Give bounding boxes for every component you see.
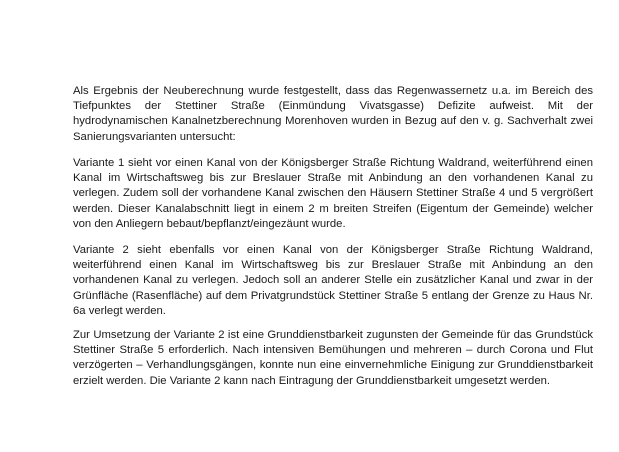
paragraph-variant-1: Variante 1 sieht vor einen Kanal von der Königsberger Straße Richtung Waldrand, weiterführend einen Kanal im Wirtschaftsweg bis zur Breslauer Straße mit Anbindung an den vorhandenen Kanal zu verlegen. Zudem soll der vorhandene Kanal zwischen den Häusern Stettiner Straße 4 und 5 vergrößert werden. Dieser Kanalabschnitt liegt in einem 2 m breiten Streifen (Eigentum der Gemeinde) welcher von den Anliegern bebaut/bepflanzt/eingezäunt wurde.	[73, 157, 593, 230]
paragraph-variant-2: Variante 2 sieht ebenfalls vor einen Kanal von der Königsberger Straße Richtung Waldrand, weiterführend einen Kanal im Wirtschaftsweg bis zur Breslauer Straße mit Anbindung an den vorhandenen Kanal zu verlegen. Jedoch soll an anderer Stelle ein zusätzlicher Kanal und zwar in der Grünfläche (Rasenfläche) auf dem Privatgrundstück Stettiner Straße 5 entlang der Grenze zu Haus Nr. 6a verlegt werden.	[73, 244, 593, 317]
paragraph-implementation: Zur Umsetzung der Variante 2 ist eine Grunddienstbarkeit zugunsten der Gemeinde für das Grundstück Stettiner Straße 5 erforderlich. Nach intensiven Bemühungen und mehreren – durch Corona und Flut verzögerten – Verhandlungsgängen, konnte nun eine einvernehmliche Einigung zur Grunddienstbarkeit erzielt werden. Die Variante 2 kann nach Eintragung der Grunddienstbarkeit umgesetzt werden.	[73, 329, 593, 387]
paragraph-findings: Als Ergebnis der Neuberechnung wurde festgestellt, dass das Regenwassernetz u.a. im Bereich des Tiefpunktes der Stettiner Straße (Einmündung Vivatsgasse) Defizite aufweist. Mit der hydrodynamischen Kanalnetzberechnung Morenhoven wurden in Bezug auf den v. g. Sachverhalt zwei Sanierungsvarianten untersucht:	[73, 85, 593, 143]
